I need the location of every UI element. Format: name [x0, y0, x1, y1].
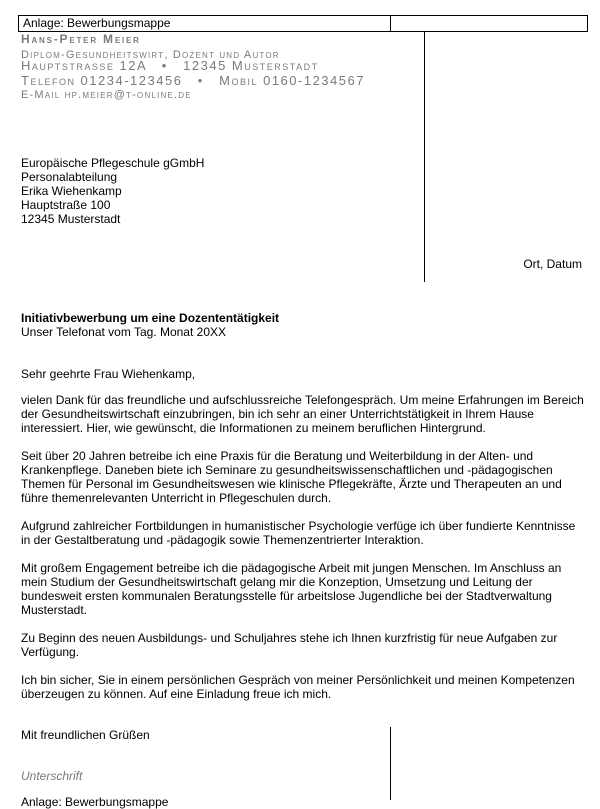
sender-email: E-Mail hp.meier@t-online.de [21, 89, 192, 101]
sender-name: Hans-Peter Meier [21, 32, 141, 46]
attachment-bar-divider [390, 15, 391, 32]
signature-placeholder: Unterschrift [21, 769, 83, 783]
footer-attachment-partial: Anlage: Bewerbungsmappe [21, 795, 169, 809]
recipient-line: Erika Wiehenkamp [21, 184, 122, 198]
recipient-line: Hauptstraße 100 [21, 198, 111, 212]
recipient-line: Personalabteilung [21, 170, 118, 184]
recipient-line: 12345 Musterstadt [21, 212, 121, 226]
body-paragraph: Ich bin sicher, Sie in einem persönlichen Gespräch von meiner Persönlichkeit und meinen Kompetenzen überzeugen zu können. Auf eine Einladung freue ich mich. [21, 673, 575, 701]
subject-title: Initiativbewerbung um eine Dozententätigkeit [21, 311, 280, 325]
body-paragraph: Zu Beginn des neuen Ausbildungs- und Schuljahres stehe ich Ihnen kurzfristig für neue Aufgaben zur Verfügung. [21, 631, 558, 659]
sender-address: Hauptstrasse 12A • 12345 Musterstadt [21, 58, 319, 73]
header-vertical-rule [424, 32, 425, 282]
body-paragraph: vielen Dank für das freundliche und aufschlussreiche Telefongespräch. Um meine Erfahrungen im Bereich der Gesundheitswirtschaft einzubringen, bin ich sehr an einer Unterrichtstätigkeit in Ihrem Hause interessiert. Hier, wie gewünscht, die Informationen zu meinem beruflichen Hintergrund. [21, 393, 584, 435]
body-paragraph: Aufgrund zahlreicher Fortbildungen in humanistischer Psychologie verfüge ich über fundierte Kenntnisse in der Gestaltberatung und -pädagogik sowie Themenzentrierter Interaktion. [21, 519, 576, 547]
salutation: Sehr geehrte Frau Wiehenkamp, [21, 367, 196, 381]
sender-phone: Telefon 01234-123456 • Mobil 0160-1234567 [21, 73, 365, 88]
recipient-line: Europäische Pflegeschule gGmbH [21, 156, 205, 170]
date-placeholder: Ort, Datum [523, 257, 582, 271]
subject-block [21, 311, 279, 339]
closing: Mit freundlichen Grüßen [21, 728, 150, 742]
attachment-label: Anlage: Bewerbungsmappe [23, 16, 171, 30]
subject-reference: Unser Telefonat vom Tag. Monat 20XX [21, 325, 227, 339]
recipient-address [21, 156, 204, 226]
body-paragraph: Mit großem Engagement betreibe ich die pädagogische Arbeit mit jungen Menschen. Im Anschluss an mein Studium der Gesundheitswirtschaft gelang mir die Konzeption, Umsetzung und Leitung der bundesweit ersten kommunalen Beratungsstelle für arbeitslose Jugendliche bei der Stadtverwaltung Musterstadt. [21, 561, 562, 617]
body-paragraph: Seit über 20 Jahren betreibe ich eine Praxis für die Beratung und Weiterbildung in der Alten- und Krankenpflege. Daneben biete ich Seminare zu gesundheitswissenschaftlichen und -pädagogischen Themen für Personal im Gesundheitswesen wie klinische Pflegekräfte, Ärzte und Therapeuten an und führe themenrelevanten Unterricht in Pflegeschulen durch. [21, 449, 562, 505]
sender-title: Diplom-Gesundheitswirt, Dozent und Autor [21, 49, 280, 61]
